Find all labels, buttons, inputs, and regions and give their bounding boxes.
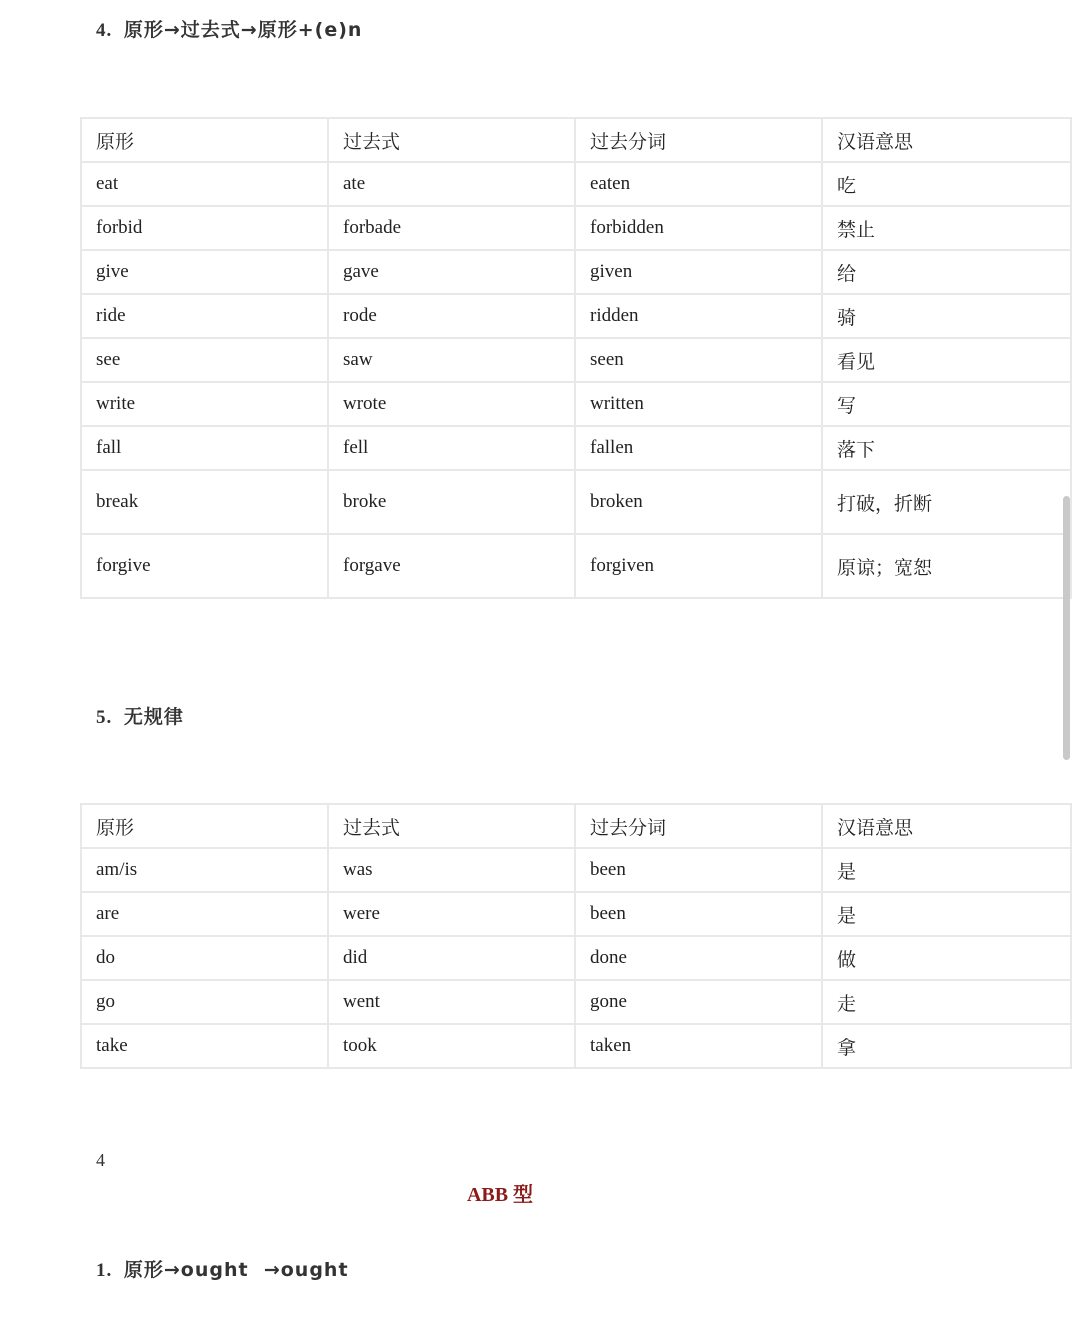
cell-participle: forgiven [575,534,822,598]
table-row [81,294,1071,338]
cell-meaning: 打破，折断 [822,470,1071,534]
header-base-form: 原形 [81,118,328,162]
cell-participle: gone [575,980,822,1024]
page-number: 4 [96,1150,105,1170]
section-1-heading [96,1255,349,1282]
cell-meaning: 落下 [822,426,1071,470]
cell-base: write [81,382,328,426]
header-past-tense: 过去式 [328,118,575,162]
cell-base: go [81,980,328,1024]
cell-participle: ridden [575,294,822,338]
section-4-title: 原形→过去式→原形+(e)n [123,19,363,41]
section-5-number: 5. [96,707,113,728]
header-base-form: 原形 [81,804,328,848]
cell-base: take [81,1024,328,1068]
cell-meaning: 走 [822,980,1071,1024]
cell-past: went [328,980,575,1024]
section-4-heading [96,15,362,42]
table-header-row [81,118,1071,162]
cell-base: am/is [81,848,328,892]
cell-past: was [328,848,575,892]
header-past-participle: 过去分词 [575,804,822,848]
cell-meaning: 是 [822,848,1071,892]
cell-past: saw [328,338,575,382]
table-row [81,250,1071,294]
cell-base: do [81,936,328,980]
cell-meaning: 写 [822,382,1071,426]
cell-base: are [81,892,328,936]
header-chinese-meaning: 汉语意思 [822,804,1071,848]
cell-past: wrote [328,382,575,426]
table-row [81,206,1071,250]
cell-participle: been [575,892,822,936]
table-row [81,848,1071,892]
header-past-tense: 过去式 [328,804,575,848]
table-row [81,980,1071,1024]
section-4-number: 4. [96,20,113,41]
cell-meaning: 做 [822,936,1071,980]
table-row [81,470,1071,534]
cell-base: forgive [81,534,328,598]
cell-participle: broken [575,470,822,534]
table-row [81,936,1071,980]
cell-past: took [328,1024,575,1068]
cell-base: see [81,338,328,382]
table-row [81,1024,1071,1068]
vertical-scrollbar[interactable] [1063,496,1070,760]
table-row [81,162,1071,206]
verb-table-2 [80,803,1072,1069]
cell-participle: been [575,848,822,892]
cell-past: forgave [328,534,575,598]
cell-participle: fallen [575,426,822,470]
section-1-title: 原形→ought →ought [123,1259,349,1281]
cell-past: were [328,892,575,936]
header-past-participle: 过去分词 [575,118,822,162]
cell-past: forbade [328,206,575,250]
table-row [81,338,1071,382]
table-header-row [81,804,1071,848]
header-chinese-meaning: 汉语意思 [822,118,1071,162]
cell-meaning: 看见 [822,338,1071,382]
section-5-title: 无规律 [123,706,184,728]
section-1-number: 1. [96,1260,113,1281]
table-row [81,892,1071,936]
cell-past: ate [328,162,575,206]
cell-participle: written [575,382,822,426]
cell-meaning: 吃 [822,162,1071,206]
cell-participle: seen [575,338,822,382]
table-row [81,426,1071,470]
cell-participle: forbidden [575,206,822,250]
table-row [81,382,1071,426]
cell-base: give [81,250,328,294]
cell-past: broke [328,470,575,534]
cell-base: ride [81,294,328,338]
cell-past: fell [328,426,575,470]
section-5-heading [96,702,184,729]
cell-meaning: 原谅；宽恕 [822,534,1071,598]
cell-meaning: 拿 [822,1024,1071,1068]
cell-meaning: 给 [822,250,1071,294]
cell-base: forbid [81,206,328,250]
cell-past: rode [328,294,575,338]
cell-meaning: 禁止 [822,206,1071,250]
cell-meaning: 骑 [822,294,1071,338]
cell-past: did [328,936,575,980]
cell-base: eat [81,162,328,206]
verb-table-1 [80,117,1072,599]
abb-pattern-title: ABB 型 [466,1184,534,1206]
cell-past: gave [328,250,575,294]
cell-base: fall [81,426,328,470]
table-row [81,534,1071,598]
cell-participle: given [575,250,822,294]
cell-base: break [81,470,328,534]
cell-participle: done [575,936,822,980]
cell-meaning: 是 [822,892,1071,936]
cell-participle: eaten [575,162,822,206]
cell-participle: taken [575,1024,822,1068]
